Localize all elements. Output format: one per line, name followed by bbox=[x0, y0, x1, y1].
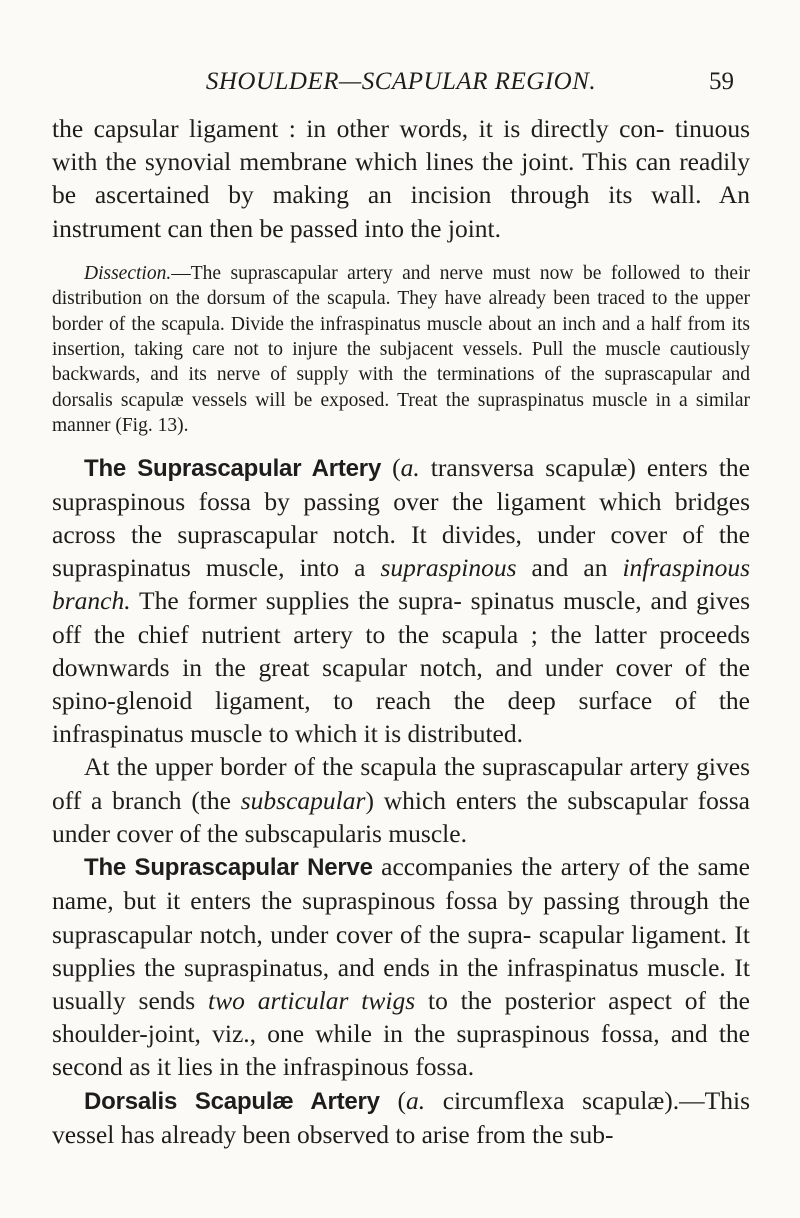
italic-run: a. bbox=[405, 1085, 426, 1115]
running-head bbox=[52, 68, 750, 102]
paragraph-dissection bbox=[52, 261, 750, 439]
heading-dorsalis-scapulae-artery: Dorsalis Scapulæ Artery bbox=[84, 1087, 380, 1115]
text-run: The former supplies the supra- spinatus muscle, and gives off the chief nutrient artery to the scapula ; the latter proceeds downwards in the great scapular notch, and under cover of the spino-glenoid ligament, to reach the deep surface of the infraspinatus muscle to which it is distributed. bbox=[52, 586, 750, 749]
text-run: ( bbox=[379, 1085, 406, 1115]
dissection-text: —The suprascapular artery and nerve must now be followed to their distribution on the dorsum of the scapula. They have already been traced to the upper border of the scapula. Divide the infraspinatus muscle about an inch and a half from its insertion, taking care not to injure the subjacent vessels. Pull the muscle cautiously backwards, and its nerve of supply with the terminations of the suprascapular and dorsalis scapulæ vessels will be exposed. Treat the supraspinatus muscle in a similar manner (Fig. 13). bbox=[52, 262, 750, 437]
page-number: 59 bbox=[709, 68, 734, 95]
text-run: and an bbox=[516, 553, 623, 583]
italic-run: two articular twigs bbox=[208, 985, 416, 1015]
italic-run: subscapular bbox=[240, 785, 366, 815]
italic-run: supraspinous bbox=[380, 553, 517, 583]
text-run: ) which enters the subscapular fossa under cover of the subscapularis muscle. bbox=[52, 785, 750, 848]
text-run: At the upper border of the scapula the suprascapular artery gives off a branch (the bbox=[52, 752, 750, 815]
text-run: ( bbox=[381, 452, 401, 482]
text-run: accompanies the artery of the same name, but it enters the supraspinous fossa by passing through the suprascapular notch, under cover of the supra- scapular ligament. It supplies the supraspinatus, and ends in the infraspinatus muscle. It usually sends bbox=[52, 852, 750, 1015]
running-title: SHOULDER—SCAPULAR REGION. bbox=[205, 68, 597, 95]
text-run: transversa scapulæ) enters the supraspinous fossa by passing over the ligament which bridges across the suprascapular notch. It divides, under cover of the supraspinatus muscle, into a bbox=[52, 452, 750, 583]
italic-run: infraspinous branch. bbox=[52, 553, 750, 616]
dissection-label: Dissection. bbox=[84, 262, 172, 284]
paragraph-suprascapular-artery bbox=[52, 451, 750, 751]
heading-suprascapular-nerve: The Suprascapular Nerve bbox=[84, 854, 373, 882]
text-run: to the posterior aspect of the shoulder-joint, viz., one while in the supraspinous fossa, and the second as it lies in the infraspinous fossa. bbox=[52, 985, 750, 1082]
paragraph-dorsalis-scapulae bbox=[52, 1084, 750, 1151]
paragraph-subscapular-branch bbox=[52, 750, 750, 850]
italic-run: a. bbox=[400, 452, 420, 482]
text-run: circumflexa scapulæ).—This vessel has already been observed to arise from the sub- bbox=[52, 1085, 750, 1149]
paragraph-suprascapular-nerve bbox=[52, 850, 750, 1083]
heading-suprascapular-artery: The Suprascapular Artery bbox=[84, 454, 382, 482]
paragraph-capsular-ligament: the capsular ligament : in other words, it is directly con- tinuous with the synovial membrane which lines the joint. This can readily be ascertained by making an incision through its wall. An instrument can then be passed into the joint. bbox=[52, 114, 750, 243]
